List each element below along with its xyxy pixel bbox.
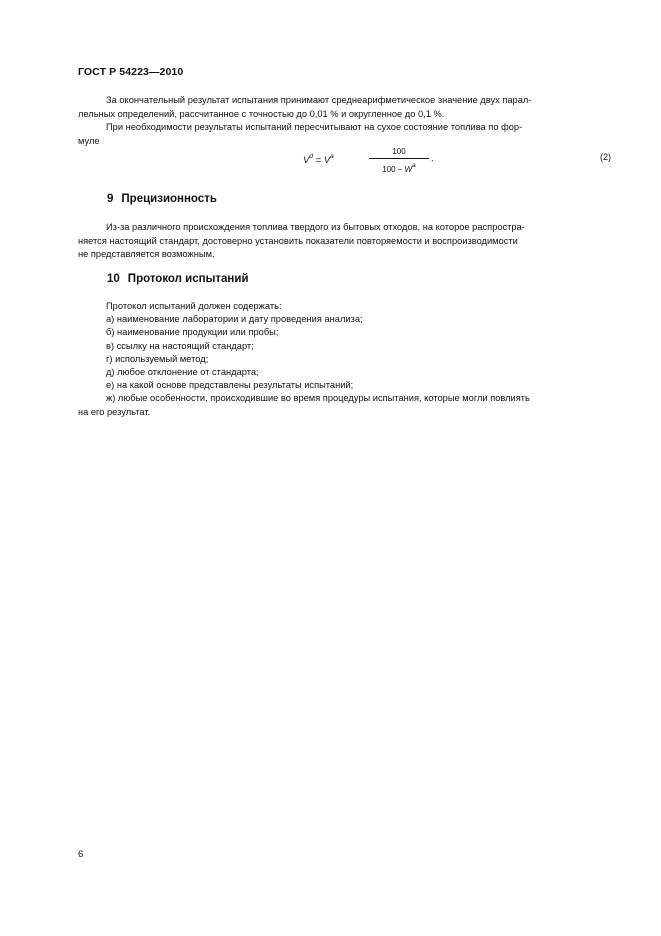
paragraph-line: При необходимости результаты испытаний пересчитывают на сухое состояние топлива по фор- <box>106 122 523 132</box>
list-item-continuation: на его результат. <box>78 406 151 417</box>
fraction-numerator: 100 <box>392 147 406 156</box>
list-item: е) на какой основе представлены результаты испытаний; <box>106 380 354 391</box>
paragraph-line: няется настоящий стандарт, достоверно установить показатели повторяемости и воспроизводимости <box>78 235 518 246</box>
document-header: ГОСТ Р 54223—2010 <box>78 66 184 78</box>
list-item: ж) любые особенности, происходившие во время процедуры испытания, которые могли повлиять <box>106 393 530 404</box>
section-9-text <box>78 221 615 262</box>
result-paragraph <box>78 94 615 121</box>
equation-number: (2) <box>600 152 611 162</box>
formula-lhs: $V^d = V^a$ <box>303 153 334 166</box>
list-lead: Протокол испытаний должен содержать: <box>106 301 282 311</box>
formula-fraction <box>367 146 431 175</box>
list-item: б) наименование продукции или пробы; <box>106 327 279 338</box>
paragraph-line: не представляется возможным. <box>78 249 215 259</box>
section-10-heading <box>107 273 249 285</box>
paragraph-line: Из-за различного происхождения топлива твердого из бытовых отходов, на которое распростра- <box>106 222 525 232</box>
formula-terminator: . <box>431 153 434 164</box>
section-9-heading <box>107 193 217 205</box>
fraction-denominator: $100 - W^a$ <box>382 162 416 174</box>
page-number: 6 <box>78 849 84 860</box>
section-number: 9 <box>107 193 114 205</box>
paragraph-line: муле <box>78 135 100 146</box>
list-item: д) любое отклонение от стандарта; <box>106 367 259 378</box>
recalc-paragraph <box>78 121 615 148</box>
fraction-bar <box>369 158 429 159</box>
paragraph-line: лельных определений, рассчитанное с точностью до 0,01 % и округленное до 0,1 %. <box>78 108 445 119</box>
protocol-list <box>78 300 615 419</box>
section-title: Прецизионность <box>121 193 217 205</box>
list-item: г) используемый метод; <box>106 353 209 364</box>
list-item: в) ссылку на настоящий стандарт; <box>106 340 254 351</box>
section-number: 10 <box>107 273 120 285</box>
list-item: а) наименование лаборатории и дату проведения анализа; <box>106 314 363 325</box>
section-title: Протокол испытаний <box>127 273 249 285</box>
paragraph-line: За окончательный результат испытания принимают среднеарифметическое значение двух парал- <box>106 95 532 105</box>
